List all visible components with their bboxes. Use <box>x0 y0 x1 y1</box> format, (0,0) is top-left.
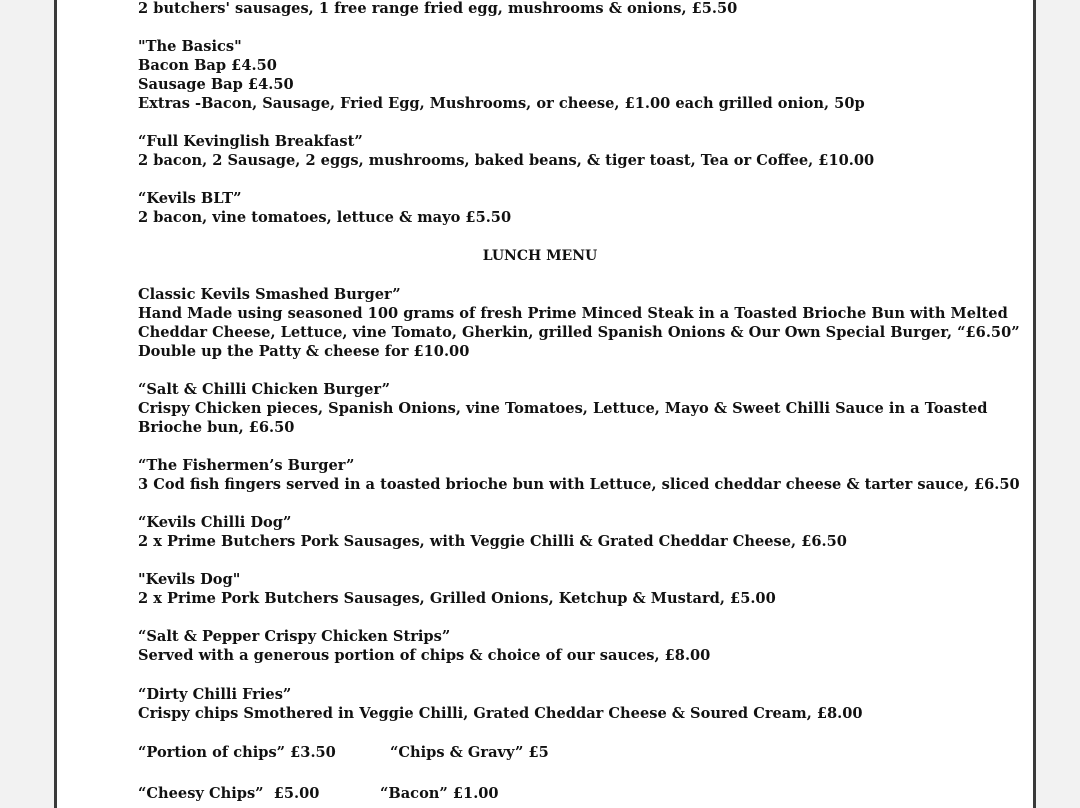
menu-item-line: 2 x Prime Butchers Pork Sausages, with Veggie Chilli & Grated Cheddar Cheese, £6.50 <box>138 533 847 550</box>
side-item: “Portion of chips” £3.50 <box>138 744 336 761</box>
menu-item-line: Double up the Patty & cheese for £10.00 <box>138 343 470 360</box>
side-item: “Chips & Gravy” £5 <box>390 744 549 761</box>
full-breakfast-title: “Full Kevinglish Breakfast” <box>138 133 363 150</box>
menu-item-title: “Dirty Chilli Fries” <box>138 686 292 703</box>
basics-item: Sausage Bap £4.50 <box>138 76 294 93</box>
menu-item-title: "Kevils Dog" <box>138 571 241 588</box>
menu-item-line: 2 x Prime Pork Butchers Sausages, Grilled Onions, Ketchup & Mustard, £5.00 <box>138 590 776 607</box>
basics-title: "The Basics" <box>138 38 242 55</box>
side-item: “Bacon” £1.00 <box>380 785 499 802</box>
menu-item-title: “Kevils Chilli Dog” <box>138 514 292 531</box>
menu-item-line: Crispy chips Smothered in Veggie Chilli, Grated Cheddar Cheese & Soured Cream, £8.00 <box>138 705 863 722</box>
menu-item-title: Classic Kevils Smashed Burger” <box>138 286 401 303</box>
menu-item-line: 3 Cod fish fingers served in a toasted brioche bun with Lettuce, sliced cheddar cheese & tarter sauce, £6.50 <box>138 476 1020 493</box>
basics-item: Extras -Bacon, Sausage, Fried Egg, Mushrooms, or cheese, £1.00 each grilled onion, 50p <box>138 95 865 112</box>
blt-title: “Kevils BLT” <box>138 190 242 207</box>
menu-item-title: “The Fishermen’s Burger” <box>138 457 355 474</box>
full-breakfast-desc: 2 bacon, 2 Sausage, 2 eggs, mushrooms, baked beans, & tiger toast, Tea or Coffee, £10.00 <box>138 152 875 169</box>
side-item: “Cheesy Chips” £5.00 <box>138 785 320 802</box>
menu-item-line: Served with a generous portion of chips & choice of our sauces, £8.00 <box>138 647 711 664</box>
menu-item-title: “Salt & Pepper Crispy Chicken Strips” <box>138 628 451 645</box>
menu-item-line: Brioche bun, £6.50 <box>138 419 295 436</box>
menu-item-line: Hand Made using seasoned 100 grams of fresh Prime Minced Steak in a Toasted Brioche Bun with Melted <box>138 305 1008 322</box>
lunch-menu-heading: LUNCH MENU <box>482 248 598 264</box>
breakfast-top-line: 2 butchers' sausages, 1 free range fried egg, mushrooms & onions, £5.50 <box>138 0 738 17</box>
menu-item-line: Cheddar Cheese, Lettuce, vine Tomato, Gherkin, grilled Spanish Onions & Our Own Special Burger, “£6.50” <box>138 324 1020 341</box>
basics-item: Bacon Bap £4.50 <box>138 57 277 74</box>
menu-item-title: “Salt & Chilli Chicken Burger” <box>138 381 390 398</box>
menu-item-line: Crispy Chicken pieces, Spanish Onions, vine Tomatoes, Lettuce, Mayo & Sweet Chilli Sauce in a Toasted <box>138 400 988 417</box>
blt-desc: 2 bacon, vine tomatoes, lettuce & mayo £5.50 <box>138 209 512 226</box>
